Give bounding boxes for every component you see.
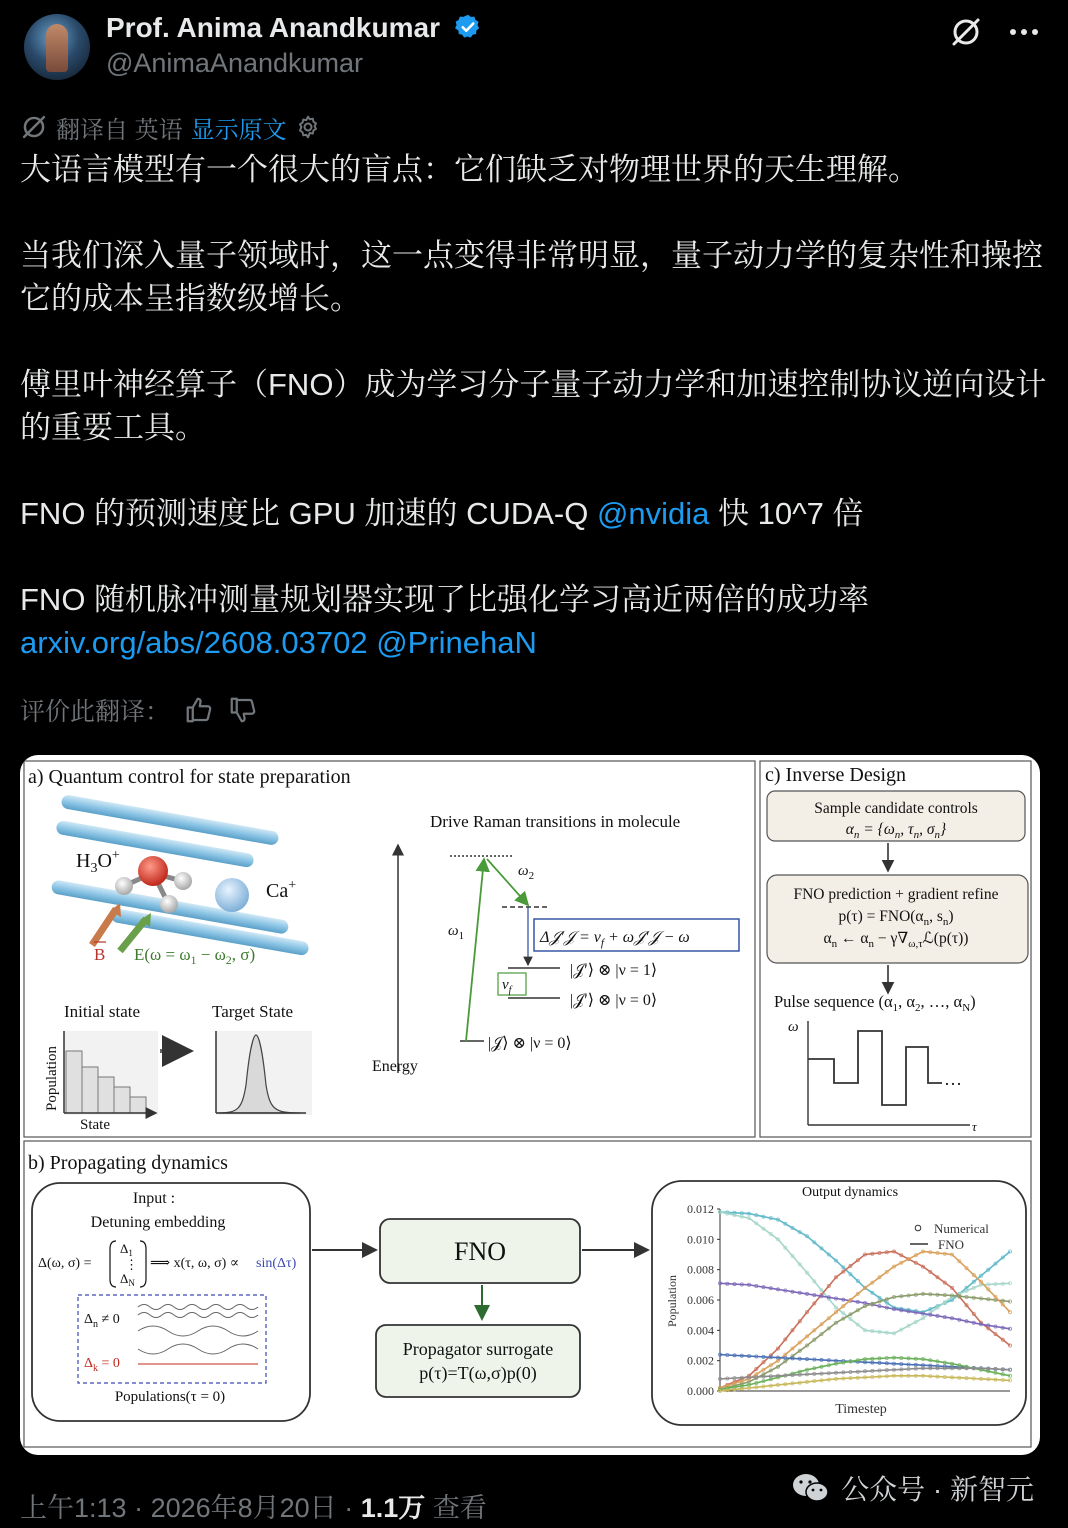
translated-from-label: 翻译自 英语 bbox=[56, 116, 183, 144]
fno-prediction-eq2: $\alpha_n$ ← $\alpha_n$ − $\gamma\nabla_{\omega,\tau}ℒ(p(\tau))$ bbox=[823, 930, 969, 950]
chart-y-tick-label: 0.006 bbox=[687, 1293, 714, 1307]
panel-b-title: b) Propagating dynamics bbox=[28, 1152, 228, 1174]
arxiv-link[interactable]: arxiv.org/abs/2608.03702 bbox=[20, 625, 368, 660]
omega1-label: $\omega_1$ bbox=[448, 923, 465, 942]
level-mid-label: |𝒥′⟩ ⊗ |ν = 0⟩ bbox=[570, 992, 658, 1009]
delta-k-label: $\Delta_k = 0$ bbox=[84, 1356, 120, 1374]
top-actions bbox=[946, 12, 1044, 52]
panel-c-title: c) Inverse Design bbox=[765, 764, 907, 786]
pulse-sequence-label: Pulse sequence ($\alpha_1$, $\alpha_2$, …, $\alpha_N$) bbox=[774, 992, 976, 1014]
p5-text: FNO 随机脉冲测量规划器实现了比强化学习高近两倍的成功率 bbox=[20, 582, 870, 617]
omega1-transition bbox=[466, 859, 484, 1041]
p4-suffix: 快 10^7 倍 bbox=[709, 496, 864, 531]
omega2-label: $\omega_2$ bbox=[518, 863, 535, 882]
grok-icon bbox=[20, 113, 48, 141]
nu-f-label: $\nu_f$ bbox=[502, 977, 512, 996]
pulse-sequence-waveform bbox=[808, 1031, 942, 1105]
mention-nvidia[interactable]: @nvidia bbox=[596, 496, 710, 531]
state-axis-label: State bbox=[80, 1117, 110, 1133]
tweet-paragraph-2: 当我们深入量子领域时，这一点变得非常明显，量子动力学的复杂性和操控它的成本呈指数级增长。 bbox=[20, 238, 1043, 316]
more-icon[interactable] bbox=[1004, 12, 1044, 52]
rate-translation-label: 评价此翻译： bbox=[20, 698, 171, 726]
embedding-sin: sin(Δτ) bbox=[256, 1256, 297, 1271]
author-name[interactable] bbox=[106, 12, 482, 44]
fno-prediction-title: FNO prediction + gradient refine bbox=[793, 886, 999, 903]
fno-label: FNO bbox=[453, 1237, 507, 1266]
tweet-date[interactable]: 2026年8月20日 bbox=[150, 1493, 337, 1523]
mention-prinehan[interactable]: @PrinehaN bbox=[376, 625, 537, 660]
sample-controls-title: Sample candidate controls bbox=[814, 800, 978, 817]
target-state-label: Target State bbox=[212, 1002, 294, 1021]
input-label: Input : bbox=[132, 1190, 176, 1207]
output-dynamics-title: Output dynamics bbox=[801, 1185, 899, 1200]
views-label: 查看 bbox=[425, 1493, 487, 1523]
footer-dot-2: · bbox=[336, 1493, 361, 1523]
tweet-time[interactable]: 上午1:13 bbox=[20, 1493, 127, 1523]
chart-x-axis-label: Timestep bbox=[835, 1402, 887, 1417]
chart-y-axis-label: Population bbox=[665, 1274, 679, 1328]
tweet-footer bbox=[20, 1486, 487, 1525]
views-count: 1.1万 bbox=[360, 1493, 426, 1523]
watermark-text: 公众号 · 新智元 bbox=[841, 1474, 1034, 1505]
population-axis-label: Population bbox=[44, 1045, 60, 1111]
initial-state-histogram bbox=[64, 1031, 158, 1115]
chart-y-tick-label: 0.012 bbox=[687, 1202, 714, 1216]
watermark bbox=[791, 1468, 1034, 1508]
population-waves bbox=[138, 1305, 258, 1365]
target-state-plot bbox=[216, 1031, 312, 1115]
delta-equation: Δ𝒥′𝒥 = $\nu_f$ + ω𝒥′𝒥 − ω bbox=[540, 929, 690, 949]
vector-bottom: $\Delta_N$ bbox=[120, 1271, 135, 1288]
h3o-label: $H_3O^+$ bbox=[76, 848, 120, 876]
fno-prediction-eq1: $p(\tau) = FNO(\alpha_n$, $s_n$) bbox=[838, 908, 954, 928]
chart-y-tick-label: 0.002 bbox=[687, 1353, 714, 1368]
ca-ion bbox=[215, 878, 249, 912]
wechat-icon bbox=[791, 1471, 831, 1505]
translation-bar bbox=[20, 110, 321, 144]
chart-legend-marker-numerical bbox=[915, 1225, 921, 1231]
chart-legend-fno: FNO bbox=[938, 1237, 965, 1252]
tweet-paragraph-1: 大语言模型有一个很大的盲点：它们缺乏对物理世界的天生理解。 bbox=[20, 152, 919, 187]
ca-label: Ca+ bbox=[266, 878, 297, 902]
author-handle[interactable]: @AnimaAnandkumar bbox=[106, 48, 364, 78]
delta-n-label: $\Delta_n \ne 0$ bbox=[84, 1312, 120, 1330]
thumbs-down-icon[interactable] bbox=[228, 695, 258, 725]
level-bottom-label: |𝒥⟩ ⊗ |ν = 0⟩ bbox=[488, 1035, 572, 1052]
thumbs-up-icon[interactable] bbox=[184, 695, 214, 725]
chart-y-tick-label: 0.010 bbox=[687, 1232, 714, 1247]
embedding-rhs: ⟹ x(τ, ω, σ) ∝ bbox=[150, 1256, 240, 1271]
author-name-text[interactable]: Prof. Anima Anandkumar bbox=[106, 12, 440, 43]
drive-raman-title: Drive Raman transitions in molecule bbox=[430, 812, 681, 831]
energy-label: Energy bbox=[372, 1058, 418, 1075]
tweet-paragraph-3: 傅里叶神经算子（FNO）成为学习分子量子动力学和加速控制协议逆向设计的重要工具。 bbox=[20, 367, 1047, 445]
level-top-label: |𝒥′⟩ ⊗ |ν = 1⟩ bbox=[570, 962, 658, 979]
chart-y-tick-label: 0.000 bbox=[687, 1384, 714, 1398]
verified-badge-icon bbox=[454, 13, 482, 41]
tweet-paragraph-5 bbox=[20, 578, 1048, 664]
propagator-title: Propagator surrogate bbox=[402, 1339, 554, 1359]
propagator-box bbox=[376, 1325, 580, 1397]
sample-controls-eq: $\alpha_n = \{\omega_n$, $\tau_n$, $\sigma_n$} bbox=[845, 821, 947, 841]
chart-y-tick-label: 0.004 bbox=[687, 1323, 714, 1338]
vector-dots: ⋮ bbox=[125, 1257, 138, 1272]
detuning-embedding-label: Detuning embedding bbox=[90, 1214, 226, 1231]
footer-dot-1: · bbox=[126, 1493, 151, 1523]
populations-label: Populations(τ = 0) bbox=[114, 1389, 226, 1405]
pulse-omega-axis-label: ω bbox=[788, 1019, 799, 1035]
vector-top: $\Delta_1$ bbox=[120, 1241, 133, 1258]
initial-state-label: Initial state bbox=[64, 1002, 141, 1021]
output-dynamics-chart bbox=[665, 1202, 1012, 1417]
rate-translation bbox=[20, 692, 258, 728]
avatar[interactable] bbox=[24, 14, 90, 80]
embedding-lhs: Δ(ω, σ) = bbox=[38, 1256, 92, 1271]
e-field-label: $E(\omega = \omega_1 - \omega_2$, σ) bbox=[134, 945, 256, 967]
gear-icon[interactable] bbox=[295, 114, 321, 140]
pulse-tau-axis-label: τ bbox=[972, 1119, 977, 1134]
tweet-image[interactable] bbox=[20, 755, 1040, 1455]
grok-icon[interactable] bbox=[946, 12, 986, 52]
show-original-link[interactable]: 显示原文 bbox=[190, 116, 287, 144]
p4-prefix: FNO 的预测速度比 GPU 加速的 CUDA-Q bbox=[20, 496, 597, 531]
propagator-equation: p(τ)=T(ω,σ)p(0) bbox=[419, 1363, 537, 1383]
tweet-paragraph-4 bbox=[20, 492, 1048, 535]
chart-legend-numerical: Numerical bbox=[934, 1221, 989, 1236]
b-field-label: B bbox=[94, 945, 106, 964]
paper-figure bbox=[20, 755, 1040, 1455]
pulse-ellipsis: … bbox=[944, 1069, 962, 1089]
tweet-text bbox=[20, 148, 1048, 707]
panel-a-title: a) Quantum control for state preparation bbox=[28, 766, 351, 788]
chart-y-tick-label: 0.008 bbox=[687, 1262, 714, 1277]
tweet-header bbox=[20, 8, 1048, 88]
